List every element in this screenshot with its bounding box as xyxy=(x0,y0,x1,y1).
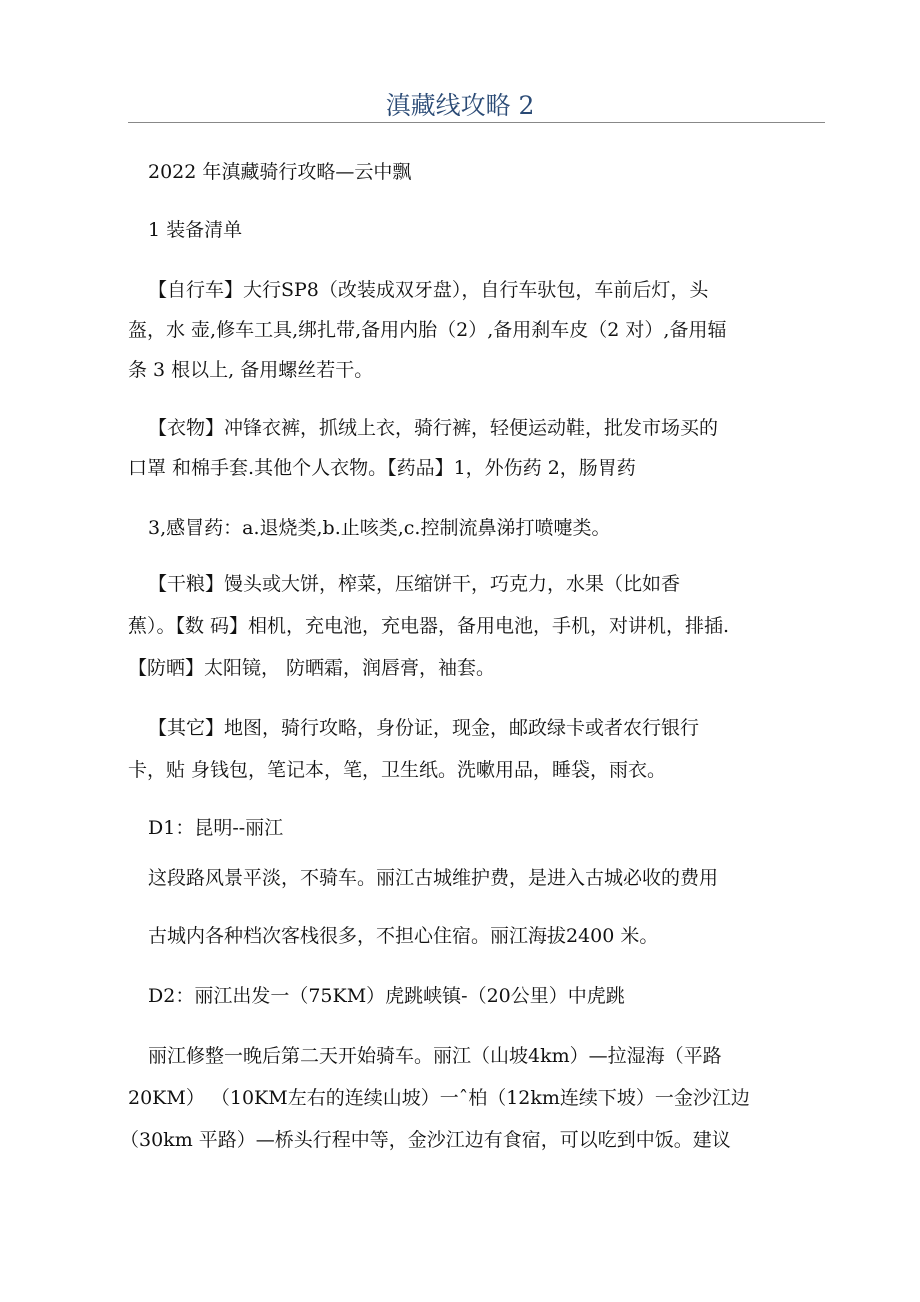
section-heading: 1 装备清单 xyxy=(148,219,243,241)
day-heading: D1：昆明--丽江 xyxy=(148,817,284,839)
paragraph-line: 盔，水 壶,修车工具,绑扎带,备用内胎（2）,备用刹车皮（2 对）,备用辐 xyxy=(128,319,727,341)
paragraph-line: 【防晒】太阳镜， 防晒霜，润唇膏，袖套。 xyxy=(128,657,496,679)
page-title: 滇藏线攻略 2 xyxy=(385,91,535,120)
header-divider xyxy=(128,122,825,123)
paragraph-line: 古城内各种档次客栈很多，不担心住宿。丽江海拔2400 米。 xyxy=(148,925,659,947)
day-heading: D2：丽江出发一（75KM）虎跳峡镇-（20公里）中虎跳 xyxy=(148,985,625,1007)
paragraph-line: 卡，贴 身钱包，笔记本，笔，卫生纸。洗嗽用品，睡袋，雨衣。 xyxy=(128,759,667,781)
paragraph-line: 丽江修整一晚后第二天开始骑车。丽江（山坡4km）—拉湿海（平路 xyxy=(148,1045,722,1067)
paragraph-line: 口罩 和棉手套.其他个人衣物。【药品】1，外伤药 2，肠胃药 xyxy=(128,457,636,479)
subtitle: 2022 年滇藏骑行攻略—云中飘 xyxy=(148,161,412,183)
paragraph-line: 【干粮】馒头或大饼，榨菜，压缩饼干，巧克力，水果（比如香 xyxy=(148,573,681,595)
paragraph-line: 【自行车】大行SP8（改装成双牙盘），自行车驮包，车前后灯，头 xyxy=(148,279,709,301)
paragraph-line: 【其它】地图，骑行攻略，身份证，现金，邮政绿卡或者农行银行 xyxy=(148,717,700,739)
paragraph-line: （30km 平路）—桥头行程中等，金沙江边有食宿，可以吃到中饭。建议 xyxy=(120,1129,731,1151)
paragraph-line: 3,感冒药：a.退烧类,b.止咳类,c.控制流鼻涕打喷嚏类。 xyxy=(148,517,611,539)
paragraph-line: 【衣物】冲锋衣裤，抓绒上衣，骑行裤，轻便运动鞋，批发市场买的 xyxy=(148,417,719,439)
paragraph-line: 20KM） （10KM左右的连续山坡）一ˆ柏（12km连续下坡）一金沙江边 xyxy=(128,1087,750,1109)
paragraph-line: 条 3 根以上, 备用螺丝若干。 xyxy=(128,359,374,381)
paragraph-line: 蕉）。【数 码】相机，充电池，充电器，备用电池，手机，对讲机，排插. xyxy=(128,615,730,637)
paragraph-line: 这段路风景平淡，不骑车。丽江古城维护费，是进入古城必收的费用 xyxy=(148,867,719,889)
